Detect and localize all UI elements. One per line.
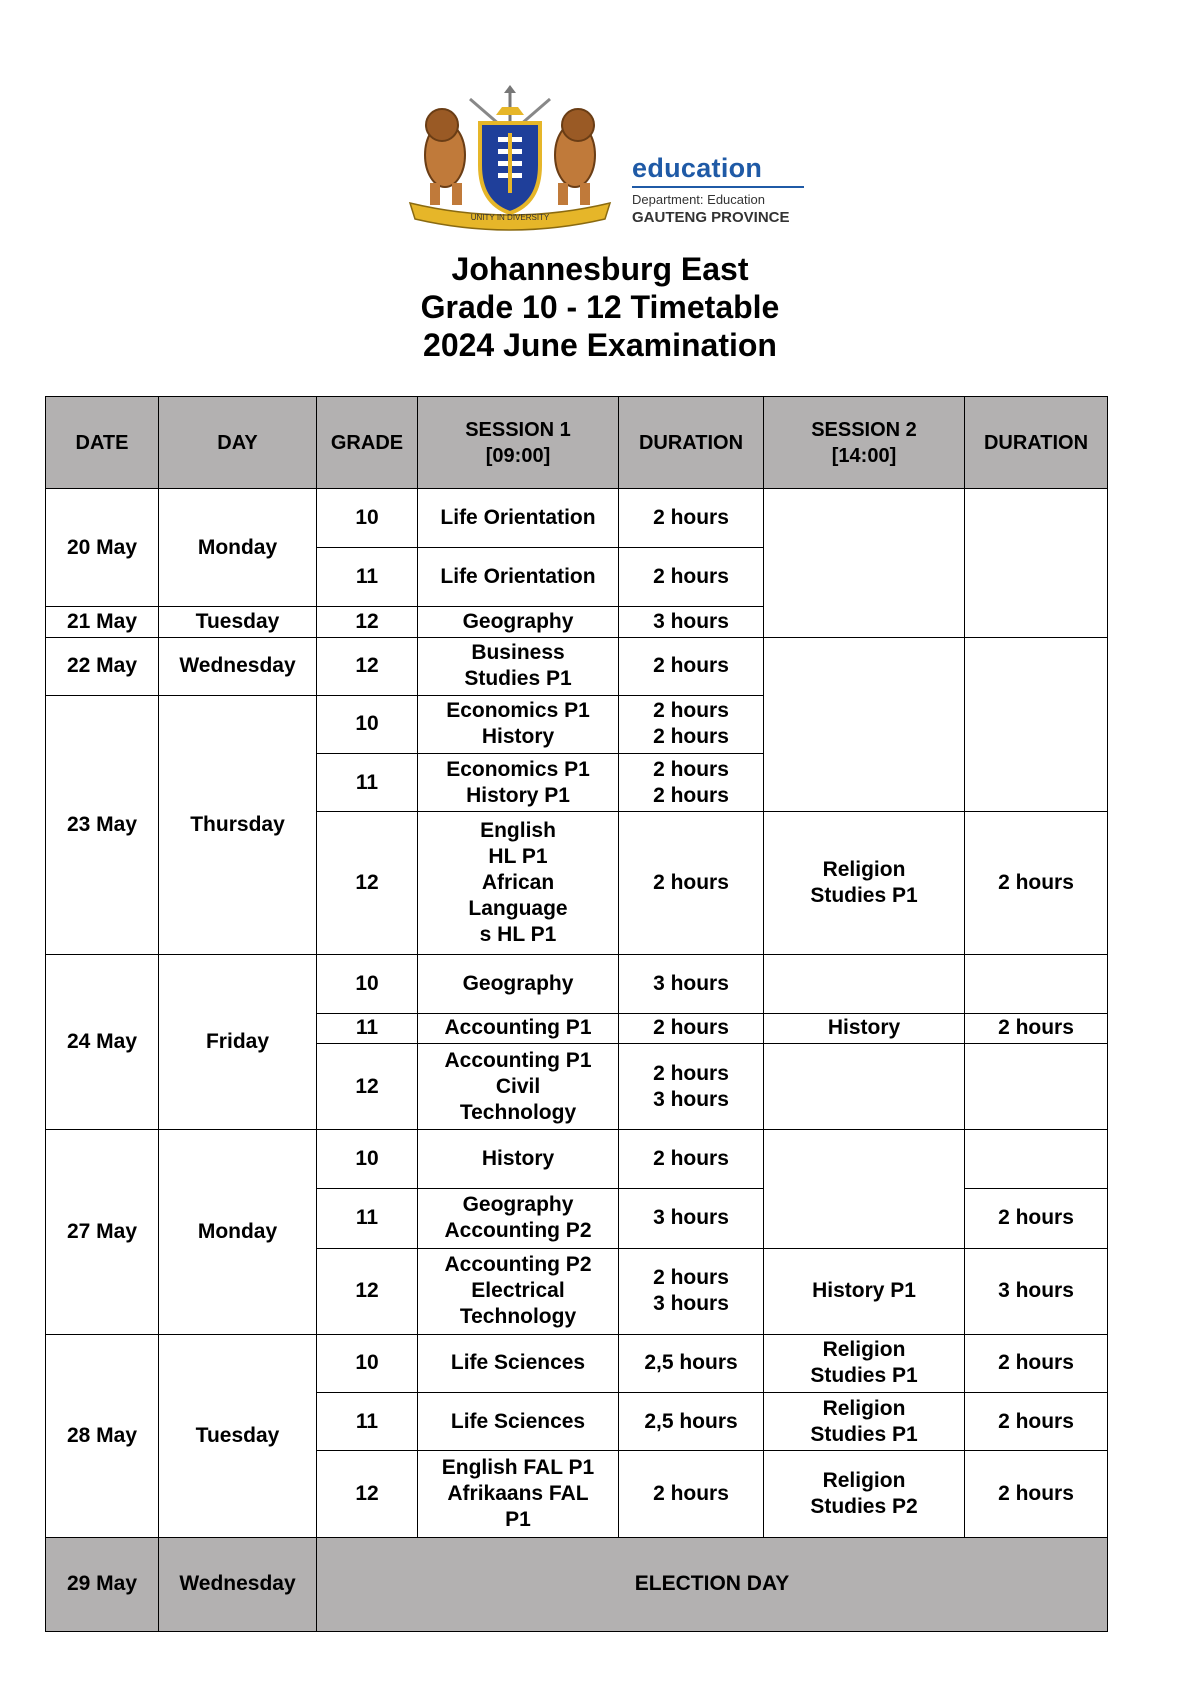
grade-cell: 10: [317, 1130, 418, 1189]
document-title: [0, 250, 1200, 364]
day-cell: Tuesday: [159, 1334, 317, 1537]
header-session-2: SESSION 2 [14:00]: [764, 397, 965, 489]
session-2-cell: History P1: [764, 1248, 965, 1334]
header-date: DATE: [46, 397, 159, 489]
grade-cell: 12: [317, 1043, 418, 1129]
session-2-cell: [764, 954, 965, 1013]
grade-cell: 12: [317, 1451, 418, 1537]
day-cell: Monday: [159, 1130, 317, 1335]
date-cell: 27 May: [46, 1130, 159, 1335]
duration-1-cell: 2 hours: [619, 1013, 764, 1043]
duration-2-cell: 2 hours: [965, 1393, 1108, 1451]
grade-cell: 12: [317, 637, 418, 695]
session-1-cell: English FAL P1 Afrikaans FAL P1: [418, 1451, 619, 1537]
title-line-2: Grade 10 - 12 Timetable: [420, 289, 780, 325]
day-cell: Monday: [159, 489, 317, 607]
header-day: DAY: [159, 397, 317, 489]
duration-1-cell: 2 hours: [619, 489, 764, 548]
duration-2-cell: [965, 637, 1108, 812]
session-1-cell: Accounting P1 Civil Technology: [418, 1043, 619, 1129]
session-1-cell: Life Orientation: [418, 489, 619, 548]
duration-1-cell: 2,5 hours: [619, 1393, 764, 1451]
table-row: [46, 1334, 1108, 1392]
grade-cell: 10: [317, 1334, 418, 1392]
session-2-cell: [764, 1043, 965, 1129]
day-cell: Friday: [159, 954, 317, 1130]
header-session-1: SESSION 1 [09:00]: [418, 397, 619, 489]
logo-underline: [632, 186, 804, 188]
duration-1-cell: 2 hours: [619, 812, 764, 954]
date-cell: 28 May: [46, 1334, 159, 1537]
header-duration-1: DURATION: [619, 397, 764, 489]
grade-cell: 11: [317, 1013, 418, 1043]
session-2-cell: [764, 637, 965, 812]
coat-of-arms-icon: [400, 85, 620, 235]
duration-1-cell: 2 hours 2 hours: [619, 753, 764, 811]
grade-cell: 11: [317, 753, 418, 811]
grade-cell: 10: [317, 489, 418, 548]
logo-wordmark: education: [632, 153, 763, 183]
table-row: [46, 489, 1108, 548]
duration-2-cell: 2 hours: [965, 1013, 1108, 1043]
grade-cell: 12: [317, 1248, 418, 1334]
duration-2-cell: [965, 954, 1108, 1013]
session-1-cell: Business Studies P1: [418, 637, 619, 695]
session-1-cell: Life Sciences: [418, 1393, 619, 1451]
table-row: [46, 1537, 1108, 1631]
session-1-cell: Geography: [418, 954, 619, 1013]
date-cell: 20 May: [46, 489, 159, 607]
duration-2-cell: [965, 1130, 1108, 1189]
logo-department: Department: Education: [632, 192, 765, 207]
table-row: [46, 1130, 1108, 1189]
table-row: [46, 637, 1108, 695]
duration-1-cell: 2 hours: [619, 1130, 764, 1189]
session-1-cell: History: [418, 1130, 619, 1189]
session-1-cell: Accounting P1: [418, 1013, 619, 1043]
election-day-note: ELECTION DAY: [317, 1537, 1108, 1631]
grade-cell: 11: [317, 1189, 418, 1248]
session-2-cell: Religion Studies P1: [764, 1393, 965, 1451]
duration-2-cell: 3 hours: [965, 1248, 1108, 1334]
grade-cell: 11: [317, 548, 418, 607]
session-1-cell: English HL P1 African Language s HL P1: [418, 812, 619, 954]
session-1-cell: Accounting P2 Electrical Technology: [418, 1248, 619, 1334]
duration-1-cell: 2 hours 2 hours: [619, 695, 764, 753]
day-cell: Wednesday: [159, 1537, 317, 1631]
title-line-1: Johannesburg East: [451, 251, 749, 287]
day-cell: Thursday: [159, 695, 317, 954]
duration-1-cell: 3 hours: [619, 954, 764, 1013]
session-1-cell: Economics P1 History P1: [418, 753, 619, 811]
duration-1-cell: 2 hours 3 hours: [619, 1043, 764, 1129]
day-cell: Wednesday: [159, 637, 317, 695]
date-cell: 22 May: [46, 637, 159, 695]
duration-2-cell: [965, 1043, 1108, 1129]
session-2-cell: Religion Studies P1: [764, 1334, 965, 1392]
duration-2-cell: 2 hours: [965, 812, 1108, 954]
session-1-cell: Geography Accounting P2: [418, 1189, 619, 1248]
duration-1-cell: 2,5 hours: [619, 1334, 764, 1392]
title-line-3: 2024 June Examination: [423, 327, 777, 363]
duration-1-cell: 2 hours: [619, 637, 764, 695]
duration-1-cell: 3 hours: [619, 1189, 764, 1248]
date-cell: 24 May: [46, 954, 159, 1130]
session-2-cell: Religion Studies P2: [764, 1451, 965, 1537]
duration-2-cell: 2 hours: [965, 1451, 1108, 1537]
svg-text:UNITY IN DIVERSITY: UNITY IN DIVERSITY: [470, 213, 550, 222]
grade-cell: 12: [317, 607, 418, 637]
grade-cell: 12: [317, 812, 418, 954]
duration-2-cell: [965, 489, 1108, 638]
header-grade: GRADE: [317, 397, 418, 489]
session-1-cell: Economics P1 History: [418, 695, 619, 753]
grade-cell: 10: [317, 954, 418, 1013]
header-row: [46, 397, 1108, 489]
header-duration-2: DURATION: [965, 397, 1108, 489]
logo-province: GAUTENG PROVINCE: [632, 209, 790, 226]
duration-1-cell: 2 hours: [619, 548, 764, 607]
grade-cell: 10: [317, 695, 418, 753]
date-cell: 21 May: [46, 607, 159, 637]
session-1-cell: Life Sciences: [418, 1334, 619, 1392]
duration-2-cell: 2 hours: [965, 1189, 1108, 1248]
day-cell: Tuesday: [159, 607, 317, 637]
duration-1-cell: 3 hours: [619, 607, 764, 637]
duration-1-cell: 2 hours 3 hours: [619, 1248, 764, 1334]
duration-1-cell: 2 hours: [619, 1451, 764, 1537]
exam-timetable: [45, 396, 1108, 1632]
date-cell: 29 May: [46, 1537, 159, 1631]
table-row: [46, 954, 1108, 1013]
grade-cell: 11: [317, 1393, 418, 1451]
duration-2-cell: 2 hours: [965, 1334, 1108, 1392]
session-2-cell: History: [764, 1013, 965, 1043]
logo-text: [632, 153, 804, 226]
session-2-cell: [764, 1130, 965, 1248]
session-1-cell: Geography: [418, 607, 619, 637]
date-cell: 23 May: [46, 695, 159, 954]
session-2-cell: [764, 489, 965, 638]
gauteng-education-logo: [400, 85, 820, 235]
session-2-cell: Religion Studies P1: [764, 812, 965, 954]
session-1-cell: Life Orientation: [418, 548, 619, 607]
